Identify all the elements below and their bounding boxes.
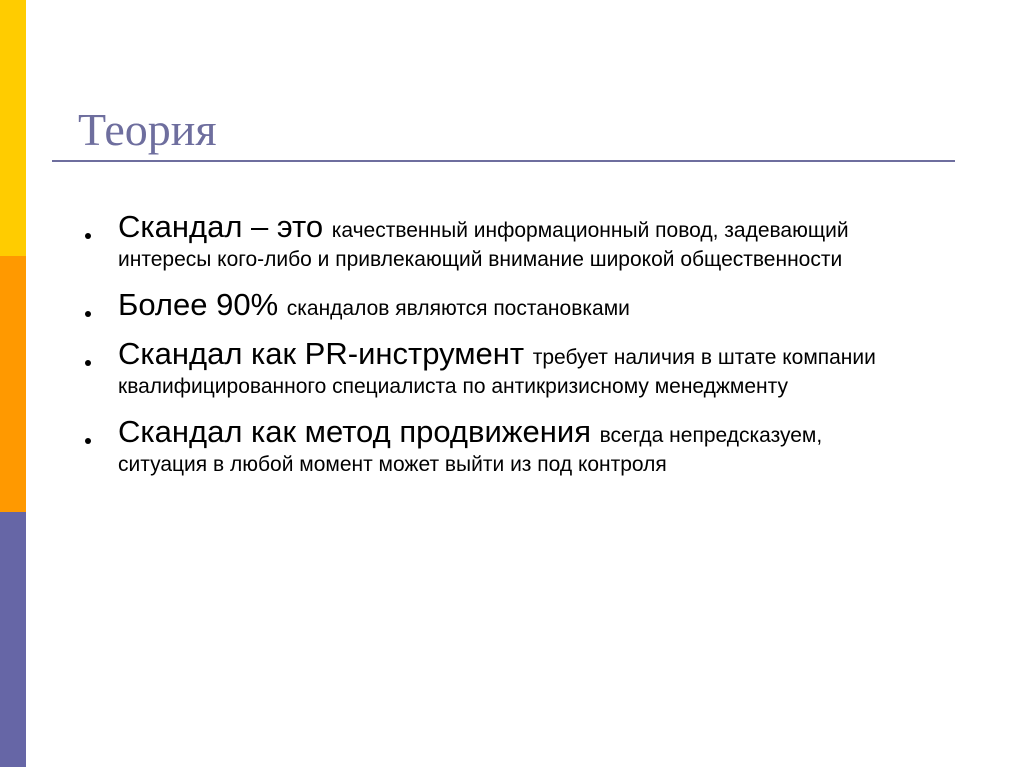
bullet-dot-icon <box>85 360 91 366</box>
side-bar-orange-segment <box>0 256 26 512</box>
bullet-item <box>82 287 912 323</box>
bullet-body-text: всегда непредсказуем, ситуация в любой момент может выйти из под контроля <box>118 424 823 476</box>
bullet-dot-icon <box>85 233 91 239</box>
bullet-item <box>82 414 912 479</box>
bullet-dot-icon <box>85 311 91 317</box>
bullet-item <box>82 336 912 401</box>
side-accent-bar <box>0 0 26 767</box>
bullet-body-text: скандалов являются постановками <box>286 297 630 320</box>
bullet-lead-text: Скандал – это <box>118 209 332 244</box>
bullet-item <box>82 209 912 274</box>
bullet-lead-text: Скандал как метод продвижения <box>118 414 600 449</box>
side-bar-yellow-segment <box>0 0 26 256</box>
slide-title: Теория <box>78 104 217 155</box>
bullet-lead-text: Скандал как PR-инструмент <box>118 336 533 371</box>
bullet-body-text: требует наличия в штате компании квалифицированного специалиста по антикризисному менеджменту <box>118 346 876 398</box>
bullet-lead-text: Более 90% <box>118 287 287 322</box>
bullet-dot-icon <box>85 438 91 444</box>
title-underline <box>52 160 955 162</box>
bullet-body-text: качественный информационный повод, задевающий интересы кого-либо и привлекающий внимание широкой общественности <box>118 219 849 271</box>
side-bar-purple-segment <box>0 512 26 767</box>
bullet-list <box>82 209 912 495</box>
